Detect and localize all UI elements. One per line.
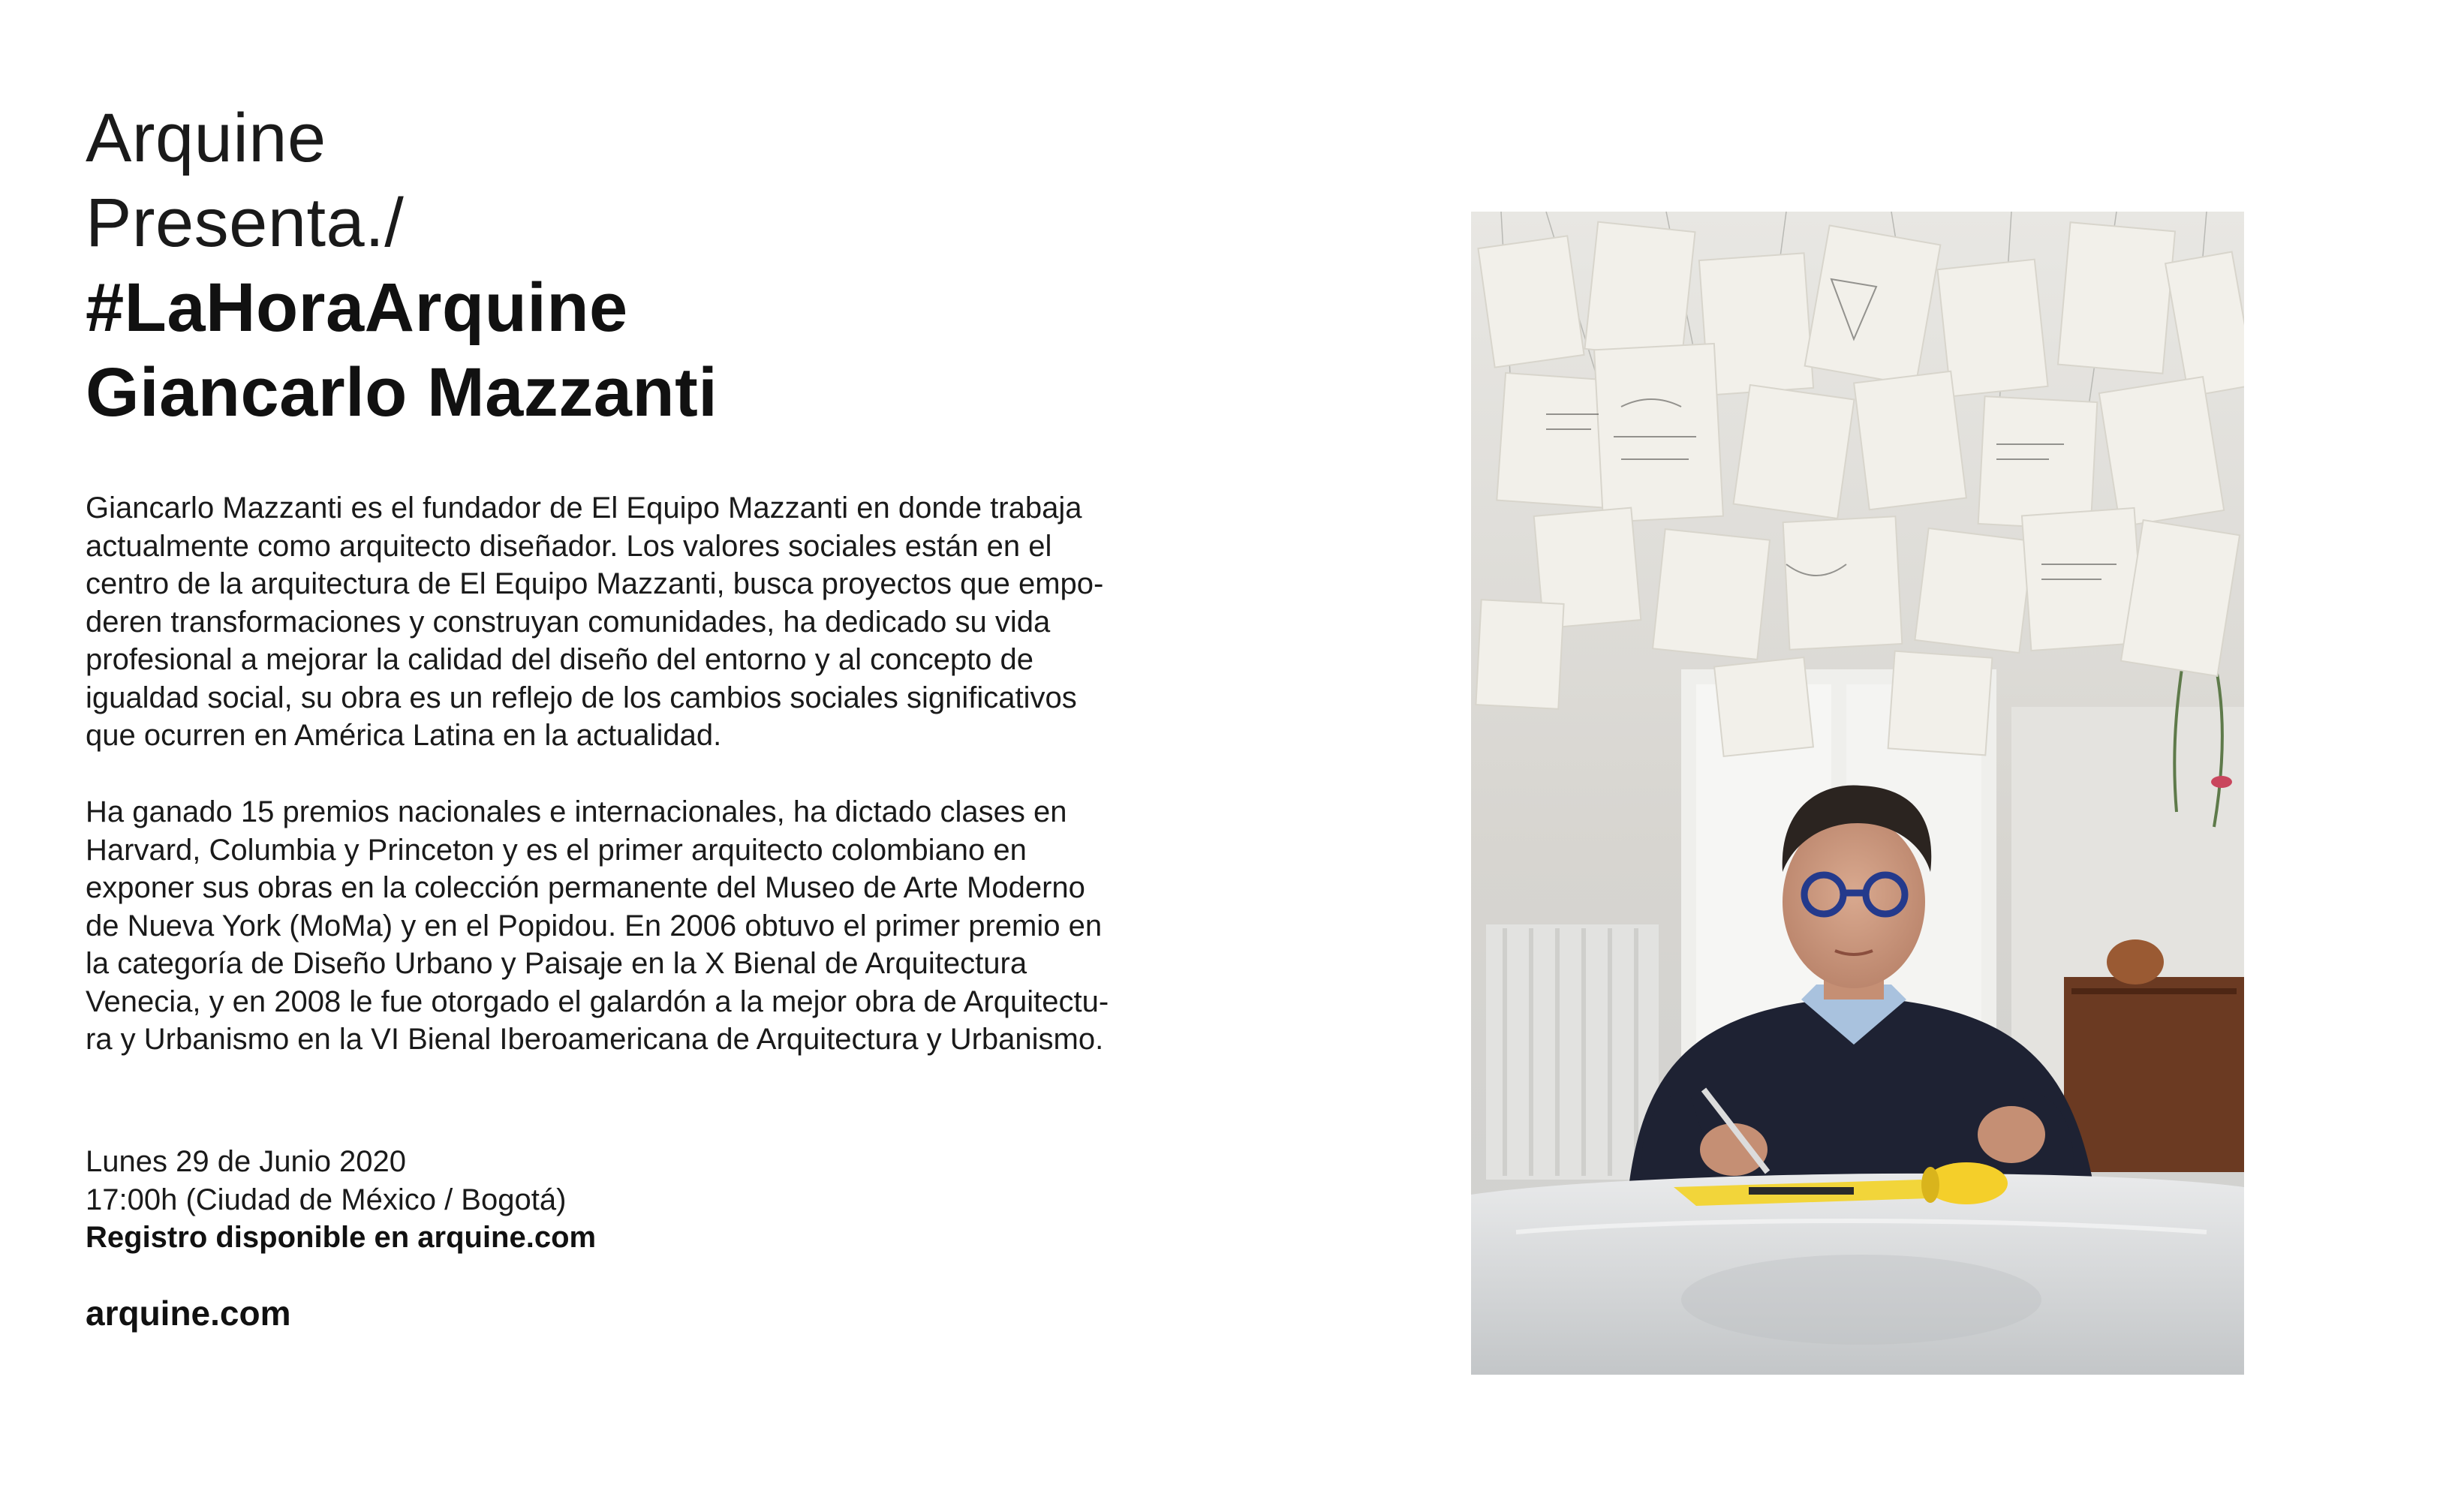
bio-paragraph-1: [86, 489, 1103, 755]
event-time: 17:00h (Ciudad de México / Bogotá): [86, 1183, 567, 1216]
bio-line: Giancarlo Mazzanti es el fundador de El Equipo Mazzanti en donde trabaja: [86, 491, 1082, 525]
bio-line: Ha ganado 15 premios nacionales e internacionales, ha dictado clases en: [86, 795, 1067, 828]
page-title: [86, 96, 718, 435]
bio-paragraph-2: [86, 793, 1109, 1059]
title-line-arquine: Arquine: [86, 100, 326, 176]
bio-line: centro de la arquitectura de El Equipo Mazzanti, busca proyectos que empo-: [86, 567, 1104, 600]
portrait-illustration: [1471, 212, 2244, 1375]
bio-line: deren transformaciones y construyan comunidades, ha dedicado su vida: [86, 605, 1051, 639]
bio-line: exponer sus obras en la colección permanente del Museo de Arte Moderno: [86, 871, 1085, 904]
bio-line: de Nueva York (MoMa) y en el Popidou. En 2006 obtuvo el primer premio en: [86, 909, 1103, 942]
bio-line: Venecia, y en 2008 le fue otorgado el galardón a la mejor obra de Arquitectu-: [86, 984, 1109, 1018]
bio-line: ra y Urbanismo en la VI Bienal Iberoamericana de Arquitectura y Urbanismo.: [86, 1023, 1104, 1056]
registration-note: Registro disponible en arquine.com: [86, 1221, 597, 1254]
title-line-speaker-name: Giancarlo Mazzanti: [86, 354, 718, 431]
bio-line: Harvard, Columbia y Princeton y es el primer arquitecto colombiano en: [86, 833, 1027, 867]
title-line-presenta: Presenta./: [86, 185, 405, 261]
bio-line: actualmente como arquitecto diseñador. Los valores sociales están en el: [86, 529, 1052, 563]
event-date: Lunes 29 de Junio 2020: [86, 1145, 407, 1178]
bio-line: igualdad social, su obra es un reflejo de los cambios sociales significativos: [86, 681, 1077, 714]
event-details: [86, 1143, 596, 1257]
bio-line: que ocurren en América Latina en la actualidad.: [86, 719, 722, 752]
site-link[interactable]: arquine.com: [86, 1294, 291, 1333]
title-line-hashtag: #LaHoraArquine: [86, 269, 628, 346]
bio-line: la categoría de Diseño Urbano y Paisaje en la X Bienal de Arquitectura: [86, 947, 1027, 980]
bio-line: profesional a mejorar la calidad del diseño del entorno y al concepto de: [86, 643, 1034, 676]
portrait-photo: [1471, 212, 2244, 1375]
